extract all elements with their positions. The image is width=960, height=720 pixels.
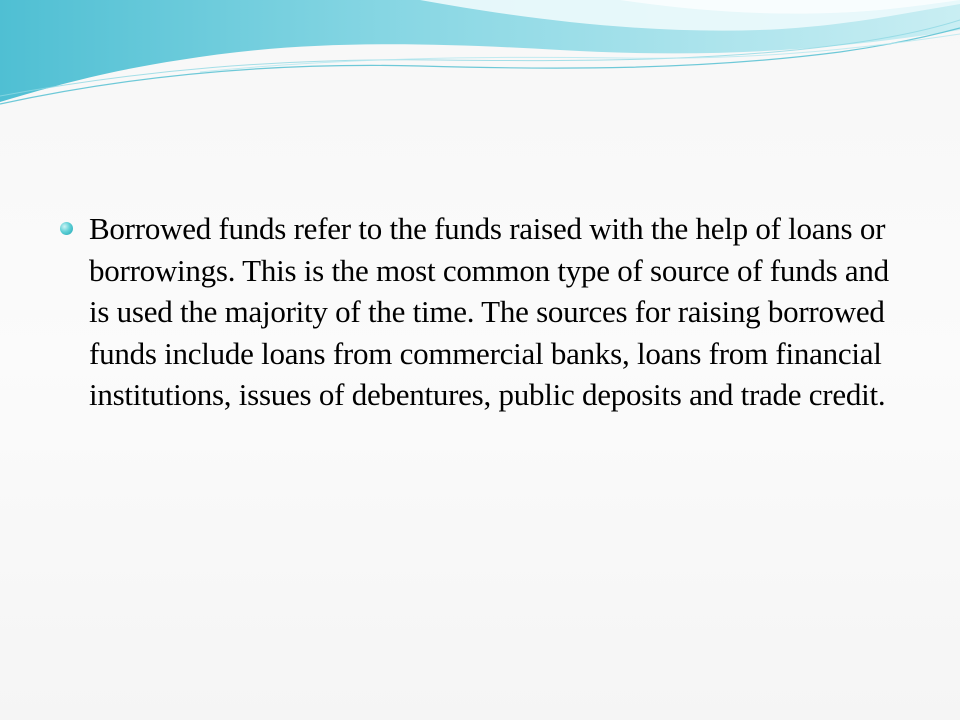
teal-circle-bullet-icon <box>60 222 73 235</box>
header-wave-decoration <box>0 0 960 120</box>
bullet-text: Borrowed funds refer to the funds raised with the help of loans or borrowings. This is the most common type of source of funds and is used the majority of the time. The sources for raising borrowed funds include loans from commercial banks, loans from financial institutions, issues of debentures, public deposits and trade credit. <box>89 211 889 412</box>
slide-body <box>60 208 920 416</box>
bullet-item <box>60 208 920 416</box>
